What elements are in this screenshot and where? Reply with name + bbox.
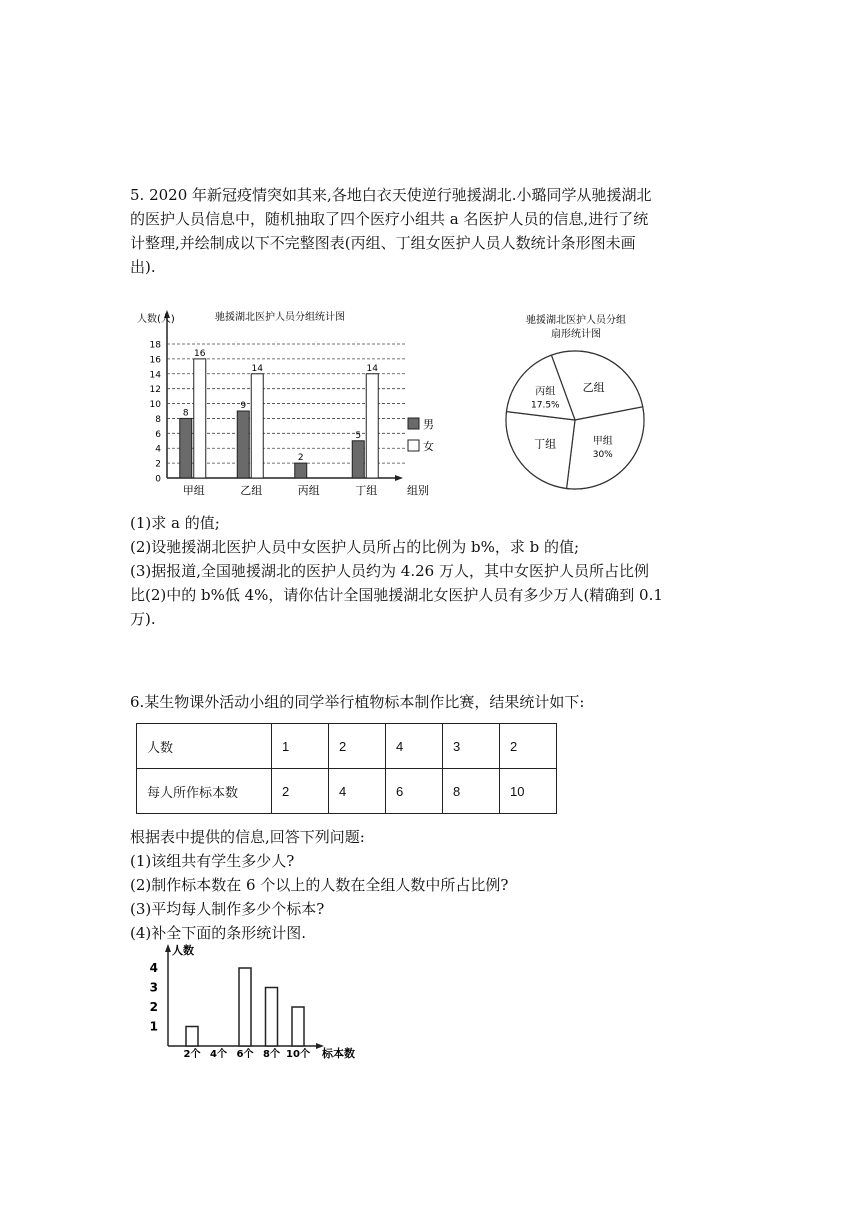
y-tick-label: 4 [155, 444, 161, 455]
table-cell: 10 [500, 769, 557, 814]
y-tick-label: 0 [155, 474, 161, 485]
bar-value-label: 14 [366, 363, 378, 374]
pie-slice-label: 丁组 [534, 437, 557, 451]
x-axis-label: 组别 [407, 484, 429, 497]
q5-question: (3)据报道,全国驰援湖北的医护人员约为 4.26 万人，其中女医护人员所占比例 [130, 562, 649, 580]
q6-bar-chart [140, 942, 380, 1066]
table-row [137, 724, 557, 769]
y-tick-label: 10 [149, 400, 161, 411]
y-tick-label: 18 [149, 340, 161, 351]
bar-value-label: 2 [297, 453, 304, 464]
y-tick-label: 12 [149, 385, 161, 396]
q6-questions [130, 825, 730, 945]
y-tick-label: 1 [149, 1019, 158, 1034]
table-cell: 3 [443, 724, 500, 769]
y-axis-arrow [165, 944, 171, 952]
x-tick-label: 2个 [183, 1049, 201, 1060]
pie-slice-label: 甲组 [592, 435, 613, 447]
pie-title-line1: 驰援湖北医护人员分组 [526, 315, 626, 326]
bar-male [295, 463, 307, 478]
y-tick-label: 8 [155, 414, 161, 425]
table-cell-header: 每人所作标本数 [137, 769, 272, 814]
legend-label: 女 [423, 440, 434, 453]
q5-question: 万). [130, 610, 156, 628]
q5-question: (1)求 a 的值; [130, 514, 220, 532]
q5-line: 的医护人员信息中，随机抽取了四个医疗小组共 a 名医护人员的信息,进行了统 [130, 210, 649, 228]
y-axis-label: 人数 [172, 944, 194, 957]
q6-question: (3)平均每人制作多少个标本? [130, 900, 325, 918]
bar [266, 988, 278, 1047]
x-axis-label: 标本数 [322, 1047, 355, 1060]
x-tick-label: 10个 [286, 1049, 310, 1060]
table-cell-header: 人数 [137, 724, 272, 769]
pie-slice [567, 407, 644, 489]
table-cell: 2 [272, 769, 329, 814]
table-cell: 8 [443, 769, 500, 814]
q6-question: 根据表中提供的信息,回答下列问题: [130, 828, 365, 846]
x-axis-arrow [395, 475, 403, 481]
q6-question: (1)该组共有学生多少人? [130, 852, 295, 870]
q5-bar-chart [125, 300, 445, 502]
q5-questions [130, 511, 730, 631]
q6-table [136, 723, 557, 814]
bar-male [180, 418, 192, 478]
bar-value-label: 9 [240, 401, 247, 411]
y-tick-label: 16 [149, 355, 161, 366]
q5-question: (2)设驰援湖北医护人员中女医护人员所占的比例为 b%，求 b 的值; [130, 538, 580, 556]
pie-slice-label: 丙组 [535, 386, 556, 398]
bar-female [194, 359, 206, 478]
legend-swatch [408, 418, 419, 429]
bar-value-label: 5 [355, 430, 362, 441]
bar-female [251, 374, 263, 478]
q6-intro [130, 690, 730, 714]
table-cell: 4 [329, 769, 386, 814]
q5-question: 比(2)中的 b%低 4%，请你估计全国驰援湖北女医护人员有多少万人(精确到 0.1 [130, 586, 663, 604]
y-tick-label: 4 [149, 961, 158, 975]
pie-slice-label: 乙组 [582, 380, 605, 394]
table-row [137, 769, 557, 814]
table-cell: 1 [272, 724, 329, 769]
pie-title-line2: 扇形统计图 [551, 329, 601, 340]
table-cell: 6 [386, 769, 443, 814]
bar [239, 968, 251, 1046]
x-tick-label: 甲组 [182, 484, 205, 497]
y-tick-label: 3 [149, 980, 158, 995]
bar-male [352, 441, 364, 478]
y-tick-label: 2 [155, 459, 161, 470]
q5-line: 计整理,并绘制成以下不完整图表(丙组、丁组女医护人员人数统计条形图未画 [130, 234, 636, 252]
x-tick-label: 8个 [263, 1049, 280, 1060]
x-tick-label: 丁组 [355, 484, 378, 497]
table-cell: 2 [500, 724, 557, 769]
x-tick-label: 乙组 [240, 484, 263, 497]
x-tick-label: 丙组 [297, 484, 320, 497]
bar-female [366, 374, 378, 478]
q6-intro-text: 6.某生物课外活动小组的同学举行植物标本制作比赛，结果统计如下: [130, 693, 585, 711]
bar-value-label: 8 [182, 408, 189, 419]
table-cell: 2 [329, 724, 386, 769]
legend-swatch [408, 440, 419, 451]
q6-question: (2)制作标本数在 6 个以上的人数在全组人数中所占比例? [130, 876, 509, 894]
bar [186, 1027, 198, 1047]
bar-value-label: 16 [194, 348, 206, 359]
bar [292, 1007, 304, 1046]
y-tick-label: 2 [149, 1000, 158, 1014]
y-tick-label: 6 [155, 429, 161, 440]
table-cell: 4 [386, 724, 443, 769]
y-axis-label: 人数(人) [137, 314, 175, 325]
x-tick-label: 6个 [236, 1049, 254, 1060]
q6-question: (4)补全下面的条形统计图. [130, 924, 307, 942]
q5-line: 出). [130, 258, 156, 276]
q5-pie-chart [495, 308, 655, 500]
pie-slice-value: 17.5% [531, 400, 560, 411]
x-tick-label: 4个 [210, 1049, 227, 1060]
q5-problem [130, 183, 730, 279]
y-tick-label: 14 [149, 370, 161, 381]
pie-slice-value: 30% [592, 449, 613, 460]
bar-value-label: 14 [251, 363, 263, 374]
q5-line: 5. 2020 年新冠疫情突如其来,各地白衣天使逆行驰援湖北.小璐同学从驰援湖北 [130, 186, 652, 204]
legend-label: 男 [423, 418, 434, 431]
bar-male [237, 411, 249, 478]
chart-title: 驰援湖北医护人员分组统计图 [215, 312, 345, 323]
